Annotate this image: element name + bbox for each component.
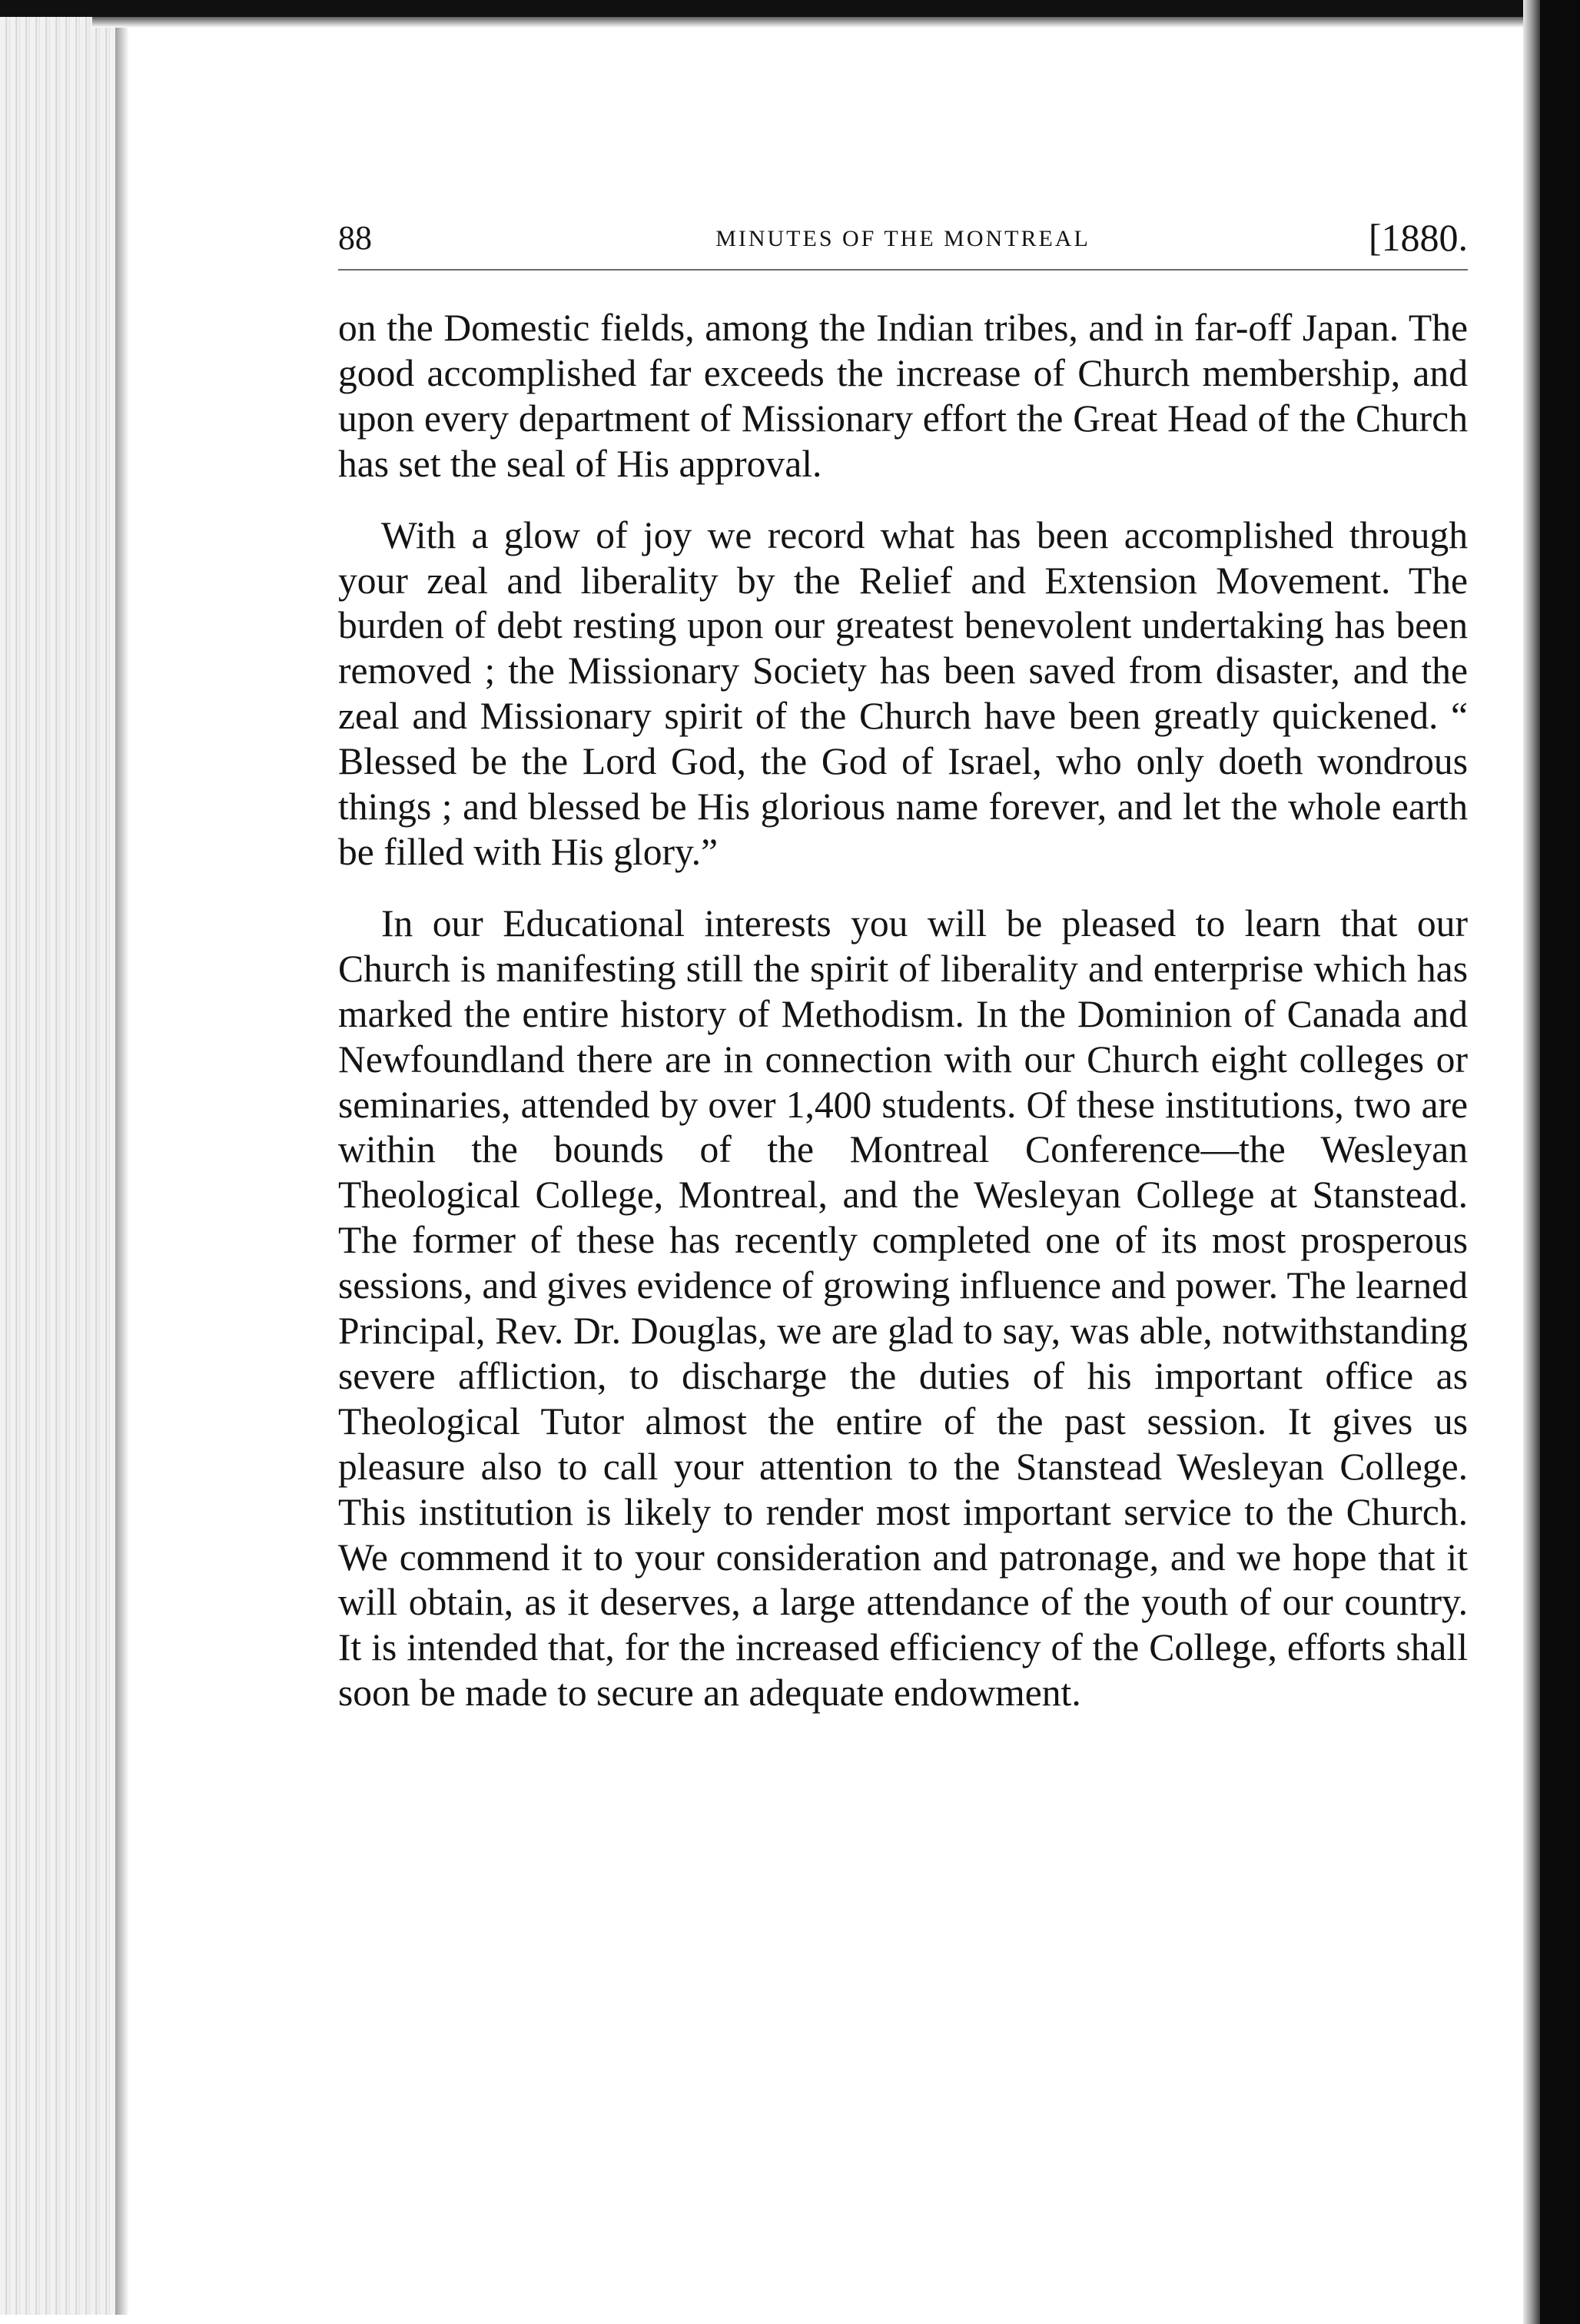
- top-shadow: [92, 17, 1529, 28]
- gutter-shadow: [115, 17, 129, 2315]
- scanner-edge-top: [0, 0, 1580, 17]
- paragraph-relief-extension: With a glow of joy we record what has been accomplished through your zeal and liberality by the Relief and Extension Movement. The burden of debt resting upon our greatest benevolent undertaking has been removed ; the Missionary Society has been saved from disaster, and the zeal and Missionary spirit of the Church have been greatly quickened. “ Blessed be the Lord God, the God of Israel, who only doeth wondrous things ; and blessed be His glorious name forever, and let the whole earth be filled with His glory.”: [338, 513, 1468, 873]
- running-head: MINUTES OF THE MONTREAL: [715, 226, 1090, 251]
- page-header: [338, 208, 1468, 271]
- book-page-edges: [0, 17, 115, 2315]
- body-text: [338, 306, 1468, 1716]
- printed-page: [338, 208, 1468, 1716]
- scanner-edge-right: [1540, 0, 1580, 2324]
- paragraph-missions: on the Domestic fields, among the Indian tribes, and in far-off Japan. The good accomplished far exceeds the increase of Church membership, and upon every department of Missionary effort the Great Head of the Church has set the seal of His approval.: [338, 307, 1468, 485]
- header-year: [1880.: [1368, 216, 1468, 259]
- page-number: 88: [338, 219, 372, 257]
- paragraph-education: In our Educational interests you will be pleased to learn that our Church is manifesting still the spirit of liberality and enterprise which has marked the entire history of Methodism. In the Dominion of Canada and Newfoundland there are in connection with our Church eight colleges or seminaries, attended by over 1,400 students. Of these institutions, two are within the bounds of the Montreal Conference—the Wesleyan Theological College, Montreal, and the Wesleyan College at Stanstead. The former of these has recently completed one of its most prosperous sessions, and gives evidence of growing influence and power. The learned Principal, Rev. Dr. Douglas, we are glad to say, was able, notwithstanding severe affliction, to discharge the duties of his important office as Theological Tutor almost the entire of the past session. It gives us pleasure also to call your attention to the Stanstead Wesleyan College. This institution is likely to render most important service to the Church. We commend it to your consideration and patronage, and we hope that it will obtain, as it deserves, a large attendance of the youth of our country. It is intended that, for the increased efficiency of the College, efforts shall soon be made to secure an adequate endowment.: [338, 901, 1468, 1715]
- right-shadow: [1523, 0, 1540, 2324]
